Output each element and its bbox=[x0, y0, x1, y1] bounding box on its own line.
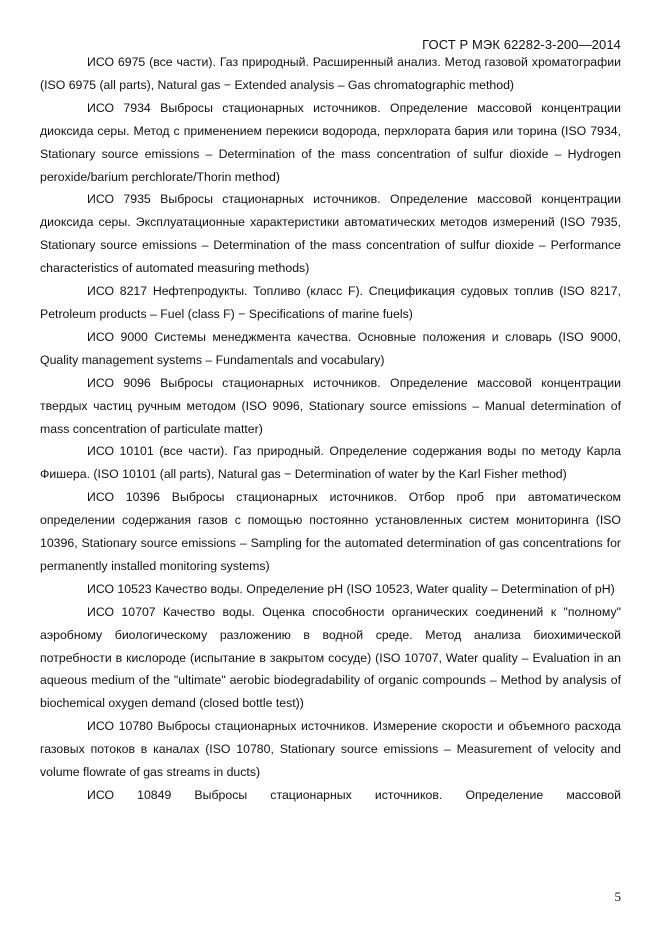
reference-item: ИСО 8217 Нефтепродукты. Топливо (класс F). Спецификация судовых топлив (ISO 8217, Petroleum products – Fuel (class F) − Specifications of marine fuels) bbox=[40, 284, 621, 321]
reference-item: ИСО 6975 (все части). Газ природный. Расширенный анализ. Метод газовой хроматографии (ISO 6975 (all parts), Natural gas − Extended analysis – Gas chromatographic method) bbox=[40, 55, 621, 92]
reference-item-continued: ИСО 10849 Выбросы стационарных источников. Определение массовой bbox=[87, 788, 621, 802]
reference-item: ИСО 10707 Качество воды. Оценка способности органических соединений к "полному" аэробному биологическому разложению в водной среде. Метод анализа биохимической потребности в кислороде (испытание в закрытом сосуде) (ISO 10707, Water quality – Evaluation in an aqueous medium of the "ultimate" aerobic biodegradability of organic compounds – Method by analysis of biochemical oxygen demand (closed bottle test)) bbox=[40, 604, 621, 711]
document-header: ГОСТ Р МЭК 62282-3-200—2014 bbox=[422, 37, 621, 52]
reference-item: ИСО 10101 (все части). Газ природный. Определение содержания воды по методу Карла Фишера. (ISO 10101 (all parts), Natural gas − Determination of water by the Karl Fisher method) bbox=[40, 444, 621, 482]
reference-item: ИСО 7934 Выбросы стационарных источников. Определение массовой концентрации диоксида серы. Метод с применением перекиси водорода, перхлората бария или торина (ISO 7934, Stationary source emissions – Determination of the mass concentration of sulfur dioxide – Hydrogen peroxide/barium perchlorate/Thorin method) bbox=[40, 100, 621, 184]
reference-item: ИСО 10523 Качество воды. Определение pH (ISO 10523, Water quality – Determination of pH) bbox=[87, 581, 615, 596]
reference-item: ИСО 9096 Выбросы стационарных источников. Определение массовой концентрации твердых частиц ручным методом (ISO 9096, Stationary source emissions – Manual determination of mass concentration of particulate matter) bbox=[40, 375, 621, 436]
document-body bbox=[40, 51, 621, 807]
reference-item: ИСО 7935 Выбросы стационарных источников. Определение массовой концентрации диоксида серы. Эксплуатационные характеристики автоматических методов измерений (ISO 7935, Stationary source emissions – Determination of the mass concentration of sulfur dioxide – Performance characteristics of automated measuring methods) bbox=[40, 192, 621, 276]
reference-item: ИСО 10396 Выбросы стационарных источников. Отбор проб при автоматическом определении содержания газов с помощью постоянно установленных систем мониторинга (ISO 10396, Stationary source emissions – Sampling for the automated determination of gas concentrations for permanently installed monitoring systems) bbox=[40, 490, 621, 573]
page-number: 5 bbox=[614, 889, 621, 904]
reference-item: ИСО 10780 Выбросы стационарных источников. Измерение скорости и объемного расхода газовых потоков в каналах (ISO 10780, Stationary source emissions – Measurement of velocity and volume flowrate of gas streams in ducts) bbox=[40, 719, 621, 780]
reference-item: ИСО 9000 Системы менеджмента качества. Основные положения и словарь (ISO 9000, Quality management systems – Fundamentals and vocabulary) bbox=[40, 329, 621, 367]
